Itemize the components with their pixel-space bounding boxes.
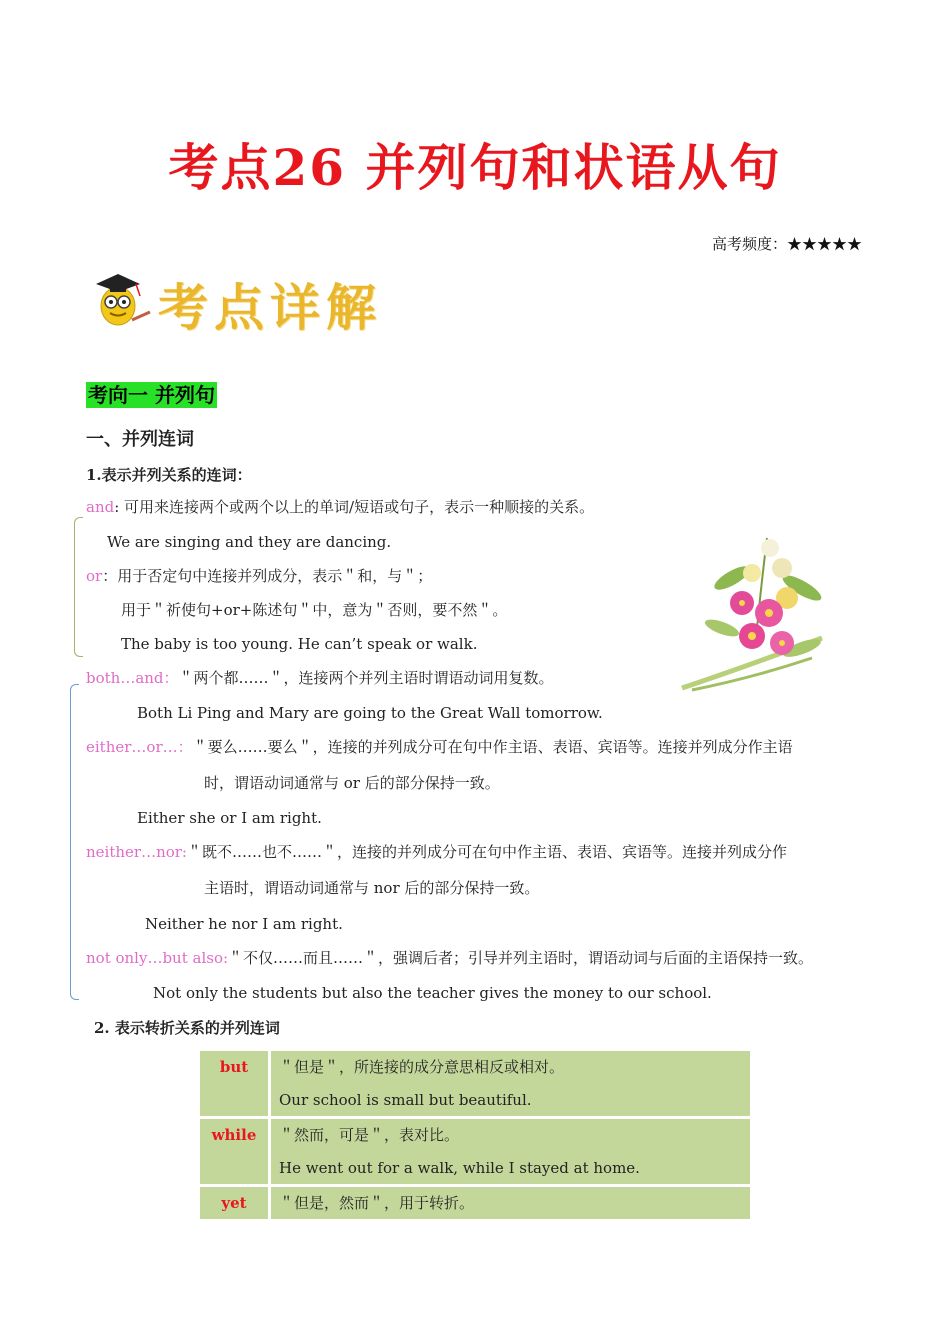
or-example: The baby is too young. He can’t speak or walk.: [121, 635, 478, 653]
both-description: ＂两个都……＂，连接两个并列主语时谓语动词用复数。: [178, 669, 554, 687]
either-entry: [86, 737, 793, 757]
conjunction-keyword: yet: [200, 1187, 271, 1219]
or-description-2: 用于＂祈使句+or+陈述句＂中，意为＂否则，要不然＂。: [121, 601, 508, 619]
neither-example: Neither he nor I am right.: [145, 915, 343, 933]
and-description: : 可用来连接两个或两个以上的单词/短语或句子，表示一种顺接的关系。: [114, 498, 595, 516]
conjunction-detail: [271, 1119, 750, 1184]
notonly-keyword: not only…but also:: [86, 949, 229, 967]
and-example: We are singing and they are dancing.: [107, 533, 392, 551]
table-row: [200, 1119, 750, 1184]
contrast-conjunction-table: [200, 1048, 750, 1222]
notonly-description: ＂不仅……而且……＂，强调后者；引导并列主语时，谓语动词与后面的主语保持一致。: [228, 949, 814, 967]
either-example: Either she or I am right.: [137, 809, 322, 827]
notonly-example: Not only the students but also the teacher gives the money to our school.: [153, 984, 712, 1002]
neither-keyword: neither…nor:: [86, 843, 187, 861]
either-description-2: 时，谓语动词通常与 or 后的部分保持一致。: [204, 774, 500, 792]
or-keyword: or: [86, 567, 103, 585]
subheading: 一、并列连词: [86, 429, 194, 450]
topic-highlight: 考向一 并列句: [88, 383, 215, 407]
neither-description: ＂既不……也不……＂，连接的并列成分可在句中作主语、表语、宾语等。连接并列成分作: [187, 843, 788, 861]
table-row: [200, 1187, 750, 1219]
and-entry: [86, 497, 594, 517]
point-2-heading: 2. 表示转折关系的并列连词: [94, 1019, 280, 1037]
flower-bouquet-image: [672, 518, 832, 696]
either-keyword: either…or…：: [86, 738, 193, 756]
graduate-mascot-icon: [92, 266, 154, 330]
both-keyword: both…and：: [86, 669, 179, 687]
conjunction-detail: [271, 1051, 750, 1116]
conjunction-detail: [271, 1187, 750, 1219]
or-entry: [86, 566, 432, 586]
conjunction-keyword: while: [200, 1119, 271, 1184]
section-heading: 考点详解: [158, 279, 382, 337]
table-row: [200, 1051, 750, 1116]
conjunction-description: ＂但是＂，所连接的成分意思相反或相对。: [279, 1058, 565, 1076]
conjunction-example: He went out for a walk, while I stayed at home.: [279, 1159, 640, 1177]
point-1-heading: 1.表示并列关系的连词：: [86, 466, 252, 484]
neither-entry: [86, 842, 787, 862]
conjunction-example: Our school is small but beautiful.: [279, 1091, 532, 1109]
conjunction-description: ＂但是，然而＂，用于转折。: [279, 1194, 475, 1212]
bracket-blue: [70, 684, 79, 1000]
neither-description-2: 主语时，谓语动词通常与 nor 后的部分保持一致。: [204, 879, 540, 897]
both-entry: [86, 668, 554, 688]
conjunction-keyword: but: [200, 1051, 271, 1116]
notonly-entry: [86, 948, 813, 968]
either-description: ＂要么……要么＂，连接的并列成分可在句中作主语、表语、宾语等。连接并列成分作主语: [192, 738, 793, 756]
bracket-green: [74, 517, 83, 657]
and-keyword: and: [86, 498, 115, 516]
page-title: 考点26 并列句和状语从句: [168, 138, 782, 197]
conjunction-description: ＂然而，可是＂，表对比。: [279, 1126, 460, 1144]
or-description: ：用于否定句中连接并列成分，表示＂和，与＂；: [102, 567, 433, 585]
exam-frequency: 高考频度：★★★★★: [711, 235, 862, 253]
both-example: Both Li Ping and Mary are going to the Great Wall tomorrow.: [137, 704, 603, 722]
